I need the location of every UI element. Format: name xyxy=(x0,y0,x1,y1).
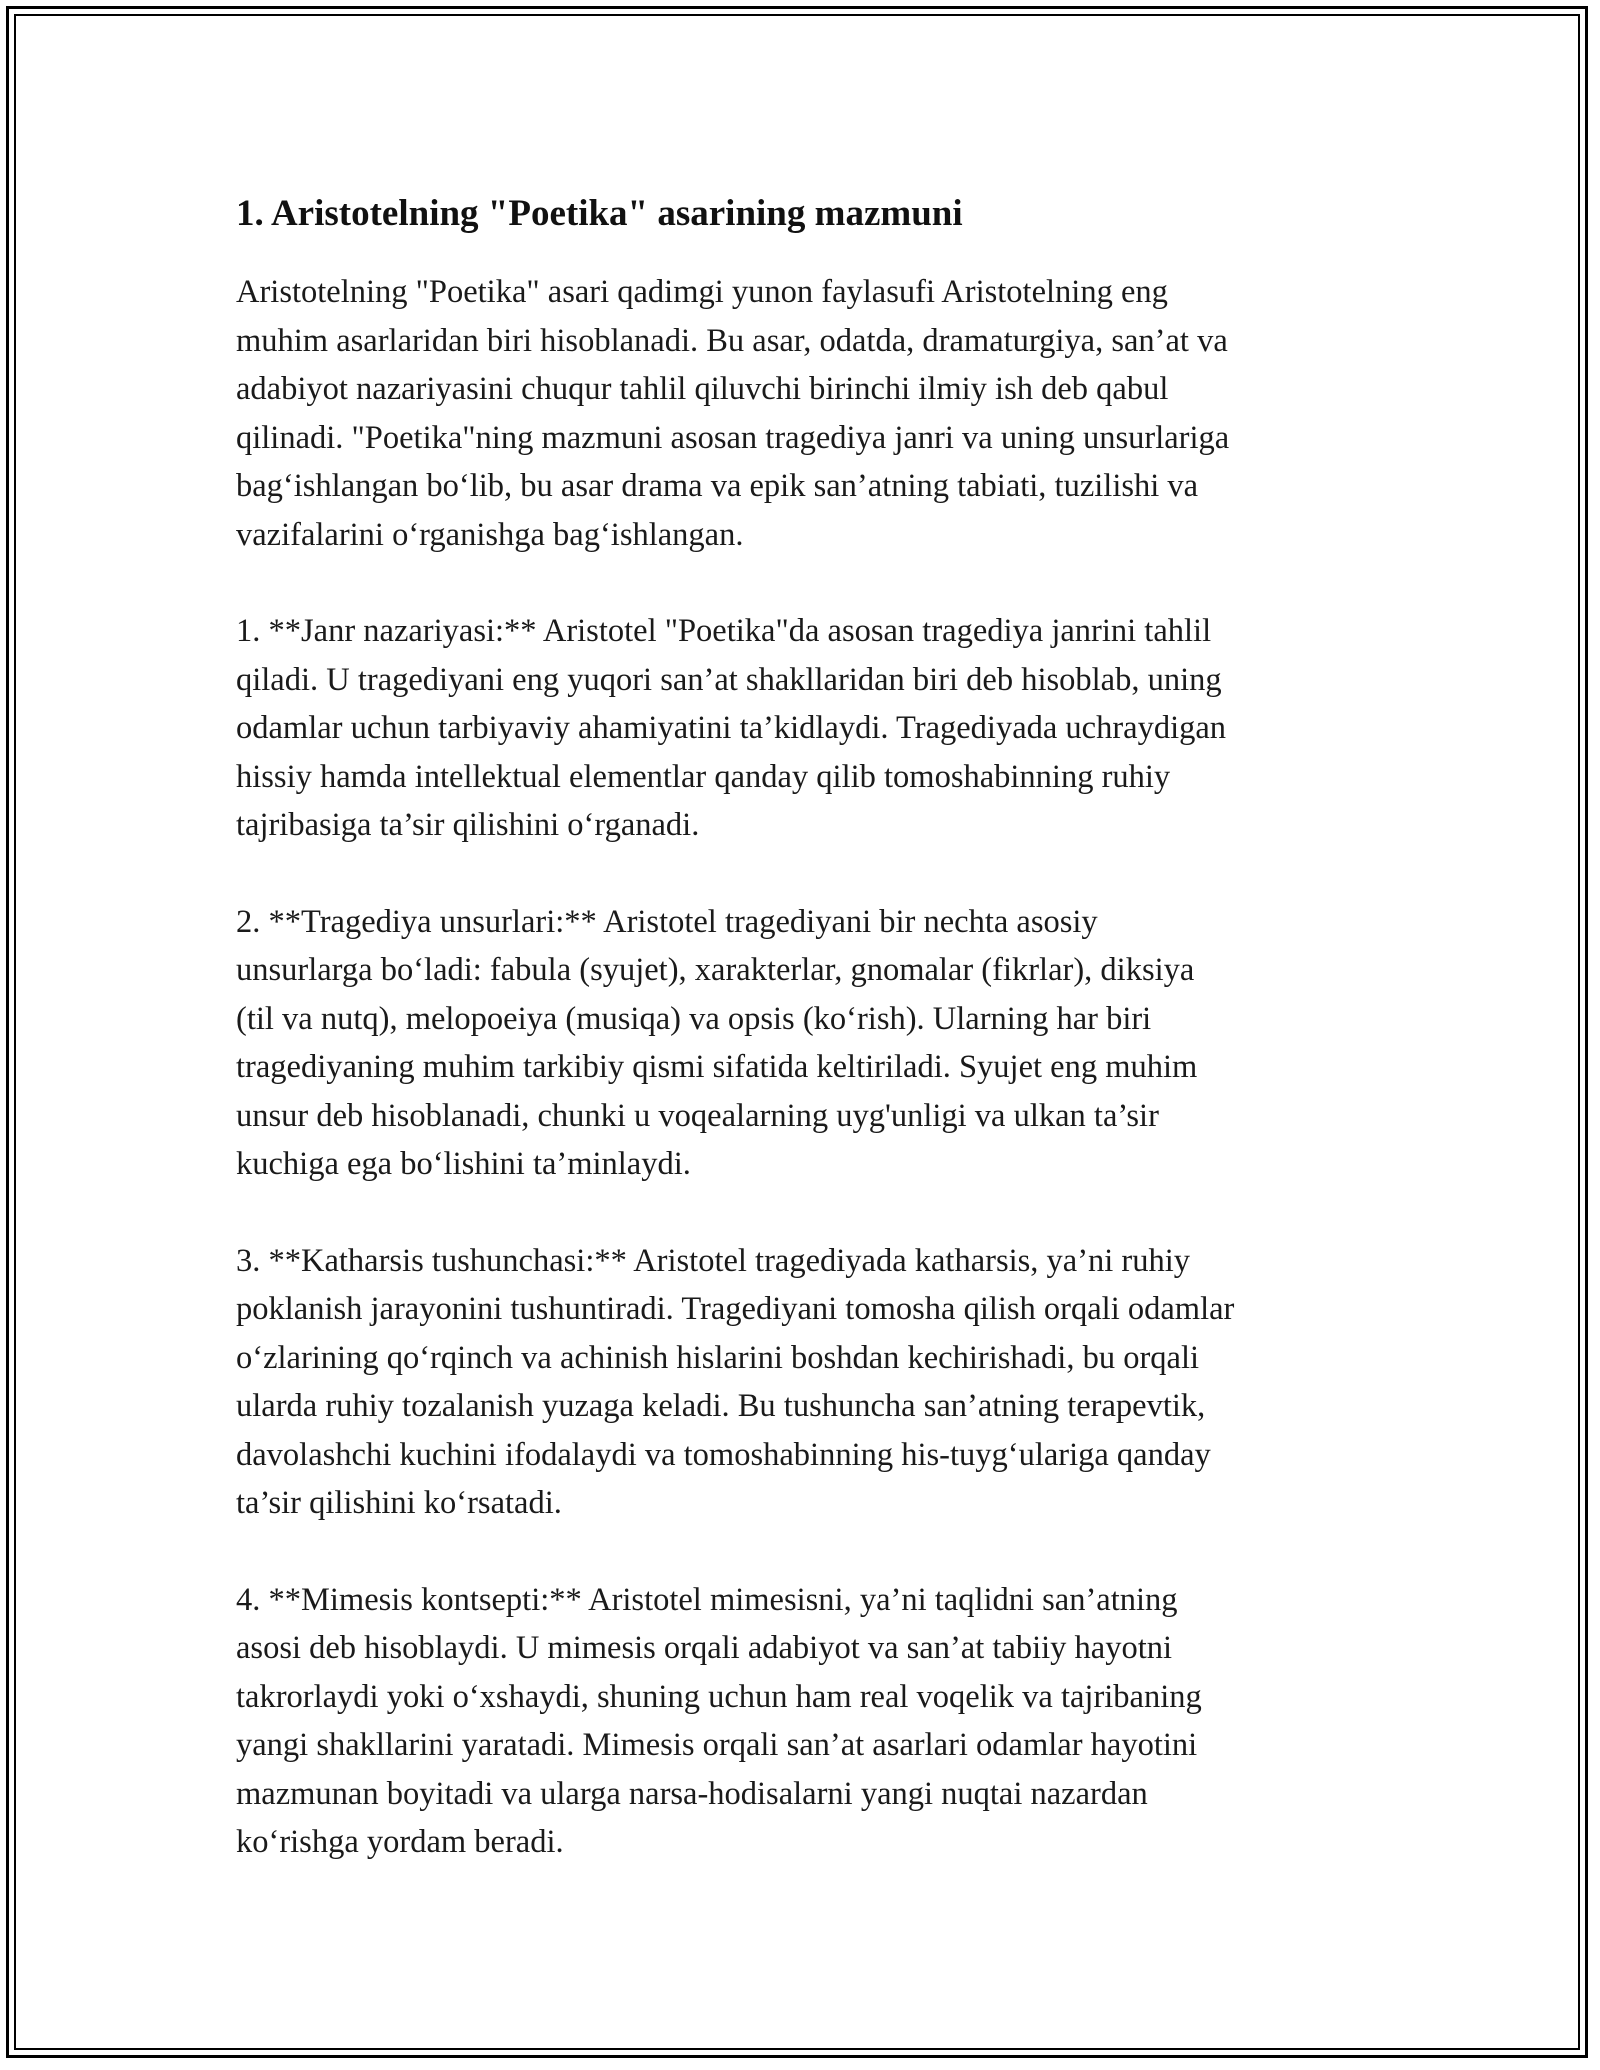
document-title: 1. Aristotelning "Poetika" asarining mazmuni xyxy=(236,193,963,234)
intro-paragraph: Aristotelning "Poetika" asari qadimgi yunon faylasufi Aristotelning eng muhim asarlaridan biri hisoblanadi. Bu asar, odatda, dramaturgiya, san’at va adabiyot nazariyasini chuqur tahlil qiluvchi birinchi ilmiy ish deb qabul qilinadi. "Poetika"ning mazmuni asosan tragediya janri va uning unsurlariga bag‘ishlangan bo‘lib, bu asar drama va epik san’atning tabiati, tuzilishi va vazifalarini o‘rganishga bag‘ishlangan. xyxy=(236,274,1230,553)
document-body xyxy=(236,188,1376,1915)
mimesis-paragraph: 4. **Mimesis kontsepti:** Aristotel mimesisni, ya’ni taqlidni san’atning asosi deb hisoblaydi. U mimesis orqali adabiyot va san’at tabiiy hayotni takrorlaydi yoki o‘xshaydi, shuning uchun ham real voqelik va tajribaning yangi shakllarini yaratadi. Mimesis orqali san’at asarlari odamlar hayotini mazmunan boyitadi va ularga narsa-hodisalarni yangi nuqtai nazardan ko‘rishga yordam beradi. xyxy=(236,1581,1202,1860)
genre-theory-paragraph: 1. **Janr nazariyasi:** Aristotel "Poetika"da asosan tragediya janrini tahlil qiladi. U tragediyani eng yuqori san’at shakllaridan biri deb hisoblab, uning odamlar uchun tarbiyaviy ahamiyatini ta’kidlaydi. Tragediyada uchraydigan hissiy hamda intellektual elementlar qanday qilib tomoshabinning ruhiy tajribasiga ta’sir qilishini o‘rganadi. xyxy=(236,613,1227,843)
catharsis-paragraph: 3. **Katharsis tushunchasi:** Aristotel tragediyada katharsis, ya’ni ruhiy poklanish jarayonini tushuntiradi. Tragediyani tomosha qilish orqali odamlar o‘zlarining qo‘rqinch va achinish hislarini boshdan kechirishadi, bu orqali ularda ruhiy tozalanish yuzaga keladi. Bu tushuncha san’atning terapevtik, davolashchi kuchini ifodalaydi va tomoshabinning his-tuyg‘ulariga qanday ta’sir qilishini ko‘rsatadi. xyxy=(236,1242,1235,1521)
tragedy-elements-paragraph: 2. **Tragediya unsurlari:** Aristotel tragediyani bir nechta asosiy unsurlarga bo‘ladi: fabula (syujet), xarakterlar, gnomalar (fikrlar), diksiya (til va nutq), melopoeiya (musiqa) va opsis (ko‘rish). Ularning har biri tragediyaning muhim tarkibiy qismi sifatida keltiriladi. Syujet eng muhim unsur deb hisoblanadi, chunki u voqealarning uyg'unligi va ulkan ta’sir kuchiga ega bo‘lishini ta’minlaydi. xyxy=(236,903,1198,1182)
